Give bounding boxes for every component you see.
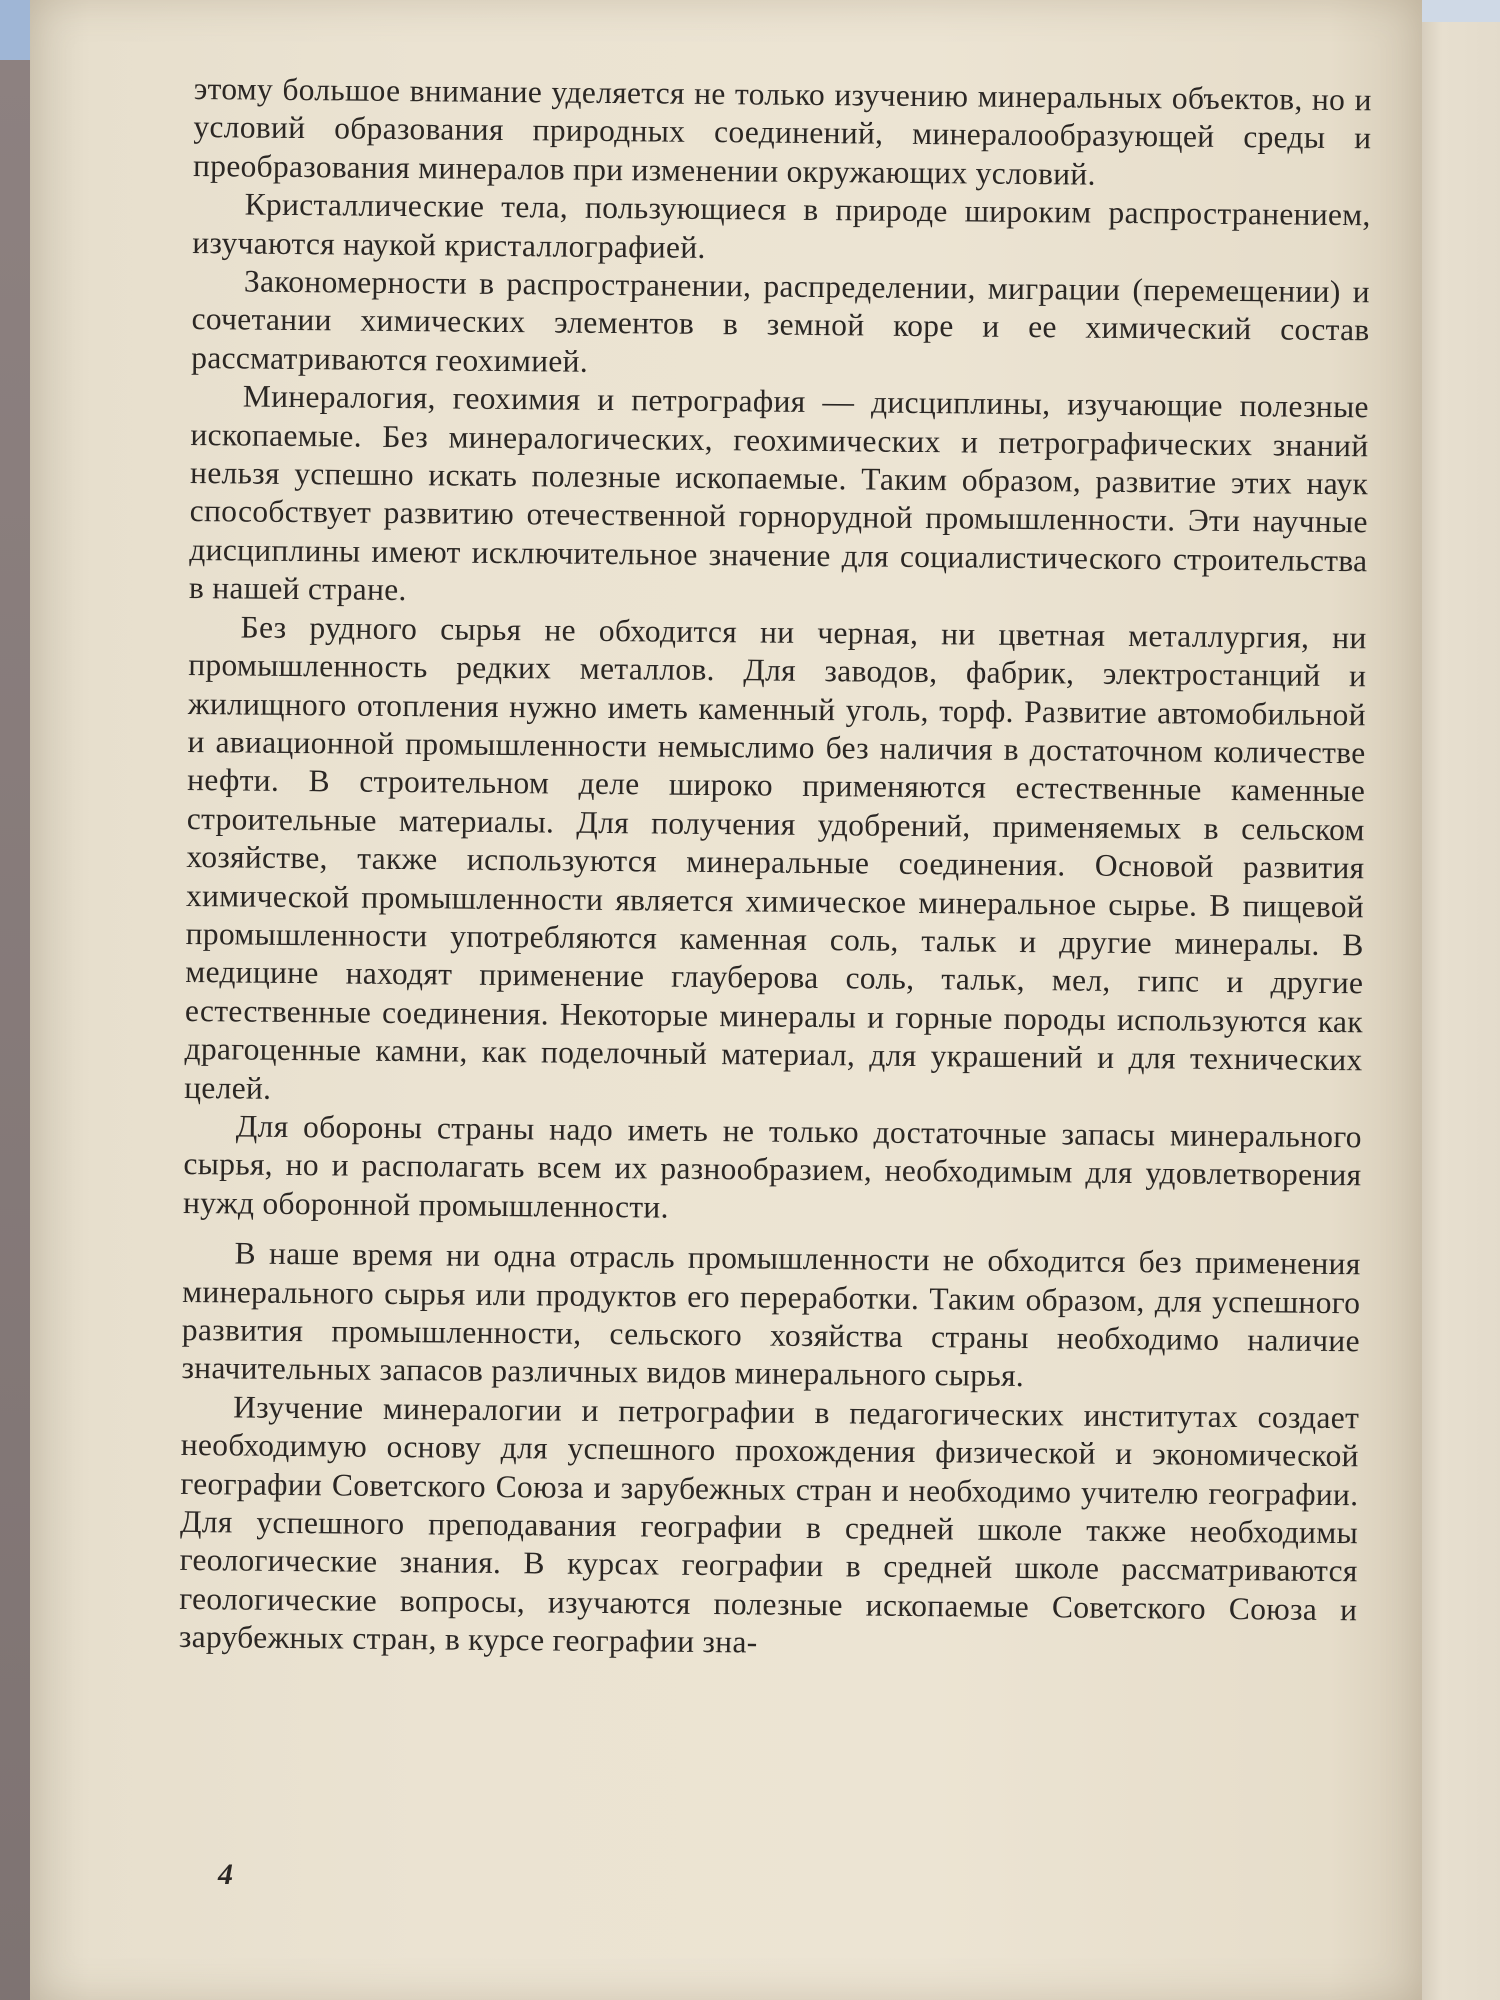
paragraph-1: этому большое внимание уделяется не только изучению минеральных объектов, но и условий образования природных соединений, минералообразующей среды и преобразования минералов при изменении окружающих условий. (192, 70, 1372, 192)
adjacent-page-edge (1410, 0, 1500, 2000)
page-number: 4 (218, 1858, 233, 1891)
book-cover-edge (0, 60, 30, 2000)
background-blue-strip-right (1410, 0, 1500, 22)
paragraph-4: Минералогия, геохимия и петрография — дисциплины, изучающие полезные ископаемые. Без минералогических, геохимических и петрографических знаний нельзя успешно искать полезные ископаемые. Таким образом, развитие этих наук способствует развитию отечественной горнорудной промышленности. Эти научные дисциплины имеют исключительное значение для социалистического строительства в нашей стране. (188, 378, 1369, 608)
paragraph-6: Для обороны страны надо иметь не только достаточные запасы минерального сырья, но и располагать всем их разнообразием, необходимым для удовлетворения нужд оборонной промышленности. (182, 1108, 1362, 1225)
paragraph-2: Кристаллические тела, пользующиеся в природе широким распространением, изучаются наукой кристаллографией. (192, 186, 1371, 265)
paragraph-8: Изучение минералогии и петрографии в педагогических институтах создает необходимую основу для успешного прохождения физической и экономической географии Советского Союза и зарубежных стран и необходимо учителю географии. Для успешного преподавания географии в средней школе также необходимы геологические знания. В курсах географии в средней школе рассматриваются геологические вопросы, изучаются полезные ископаемые Советского Союза и зарубежных стран, в курсе географии зна- (178, 1389, 1360, 1660)
page-text (179, 70, 1372, 1668)
paragraph-7: В наше время ни одна отрасль промышленности не обходится без применения минерального сырья или продуктов его переработки. Таким образом, для успешного развития промышленности, сельского хозяйства страны необходимо наличие значительных запасов различных видов минерального сырья. (181, 1235, 1361, 1394)
paragraph-5: Без рудного сырья не обходится ни черная, ни цветная металлургия, ни промышленность редких металлов. Для заводов, фабрик, электростанций и жилищного отопления нужно иметь каменный уголь, торф. Развитие автомобильной и авиационной промышленности немыслимо без наличия в достаточном количестве нефти. В строительном деле широко применяются естественные каменные строительные материалы. Для получения удобрений, применяемых в сельском хозяйстве, также используются минеральные соединения. Основой развития химической промышленности является химическое минеральное сырье. В пищевой промышленности употребляются каменная соль, тальк и другие минералы. В медицине находят применение глауберова соль, тальк, мел, гипс и другие естественные соединения. Некоторые минералы и горные породы используются как драгоценные камни, как поделочный материал, для украшений и для технических целей. (184, 609, 1367, 1106)
paragraph-3: Закономерности в распространении, распределении, миграции (перемещении) и сочетании химических элементов в земной коре и ее химический состав рассматриваются геохимией. (191, 263, 1371, 379)
